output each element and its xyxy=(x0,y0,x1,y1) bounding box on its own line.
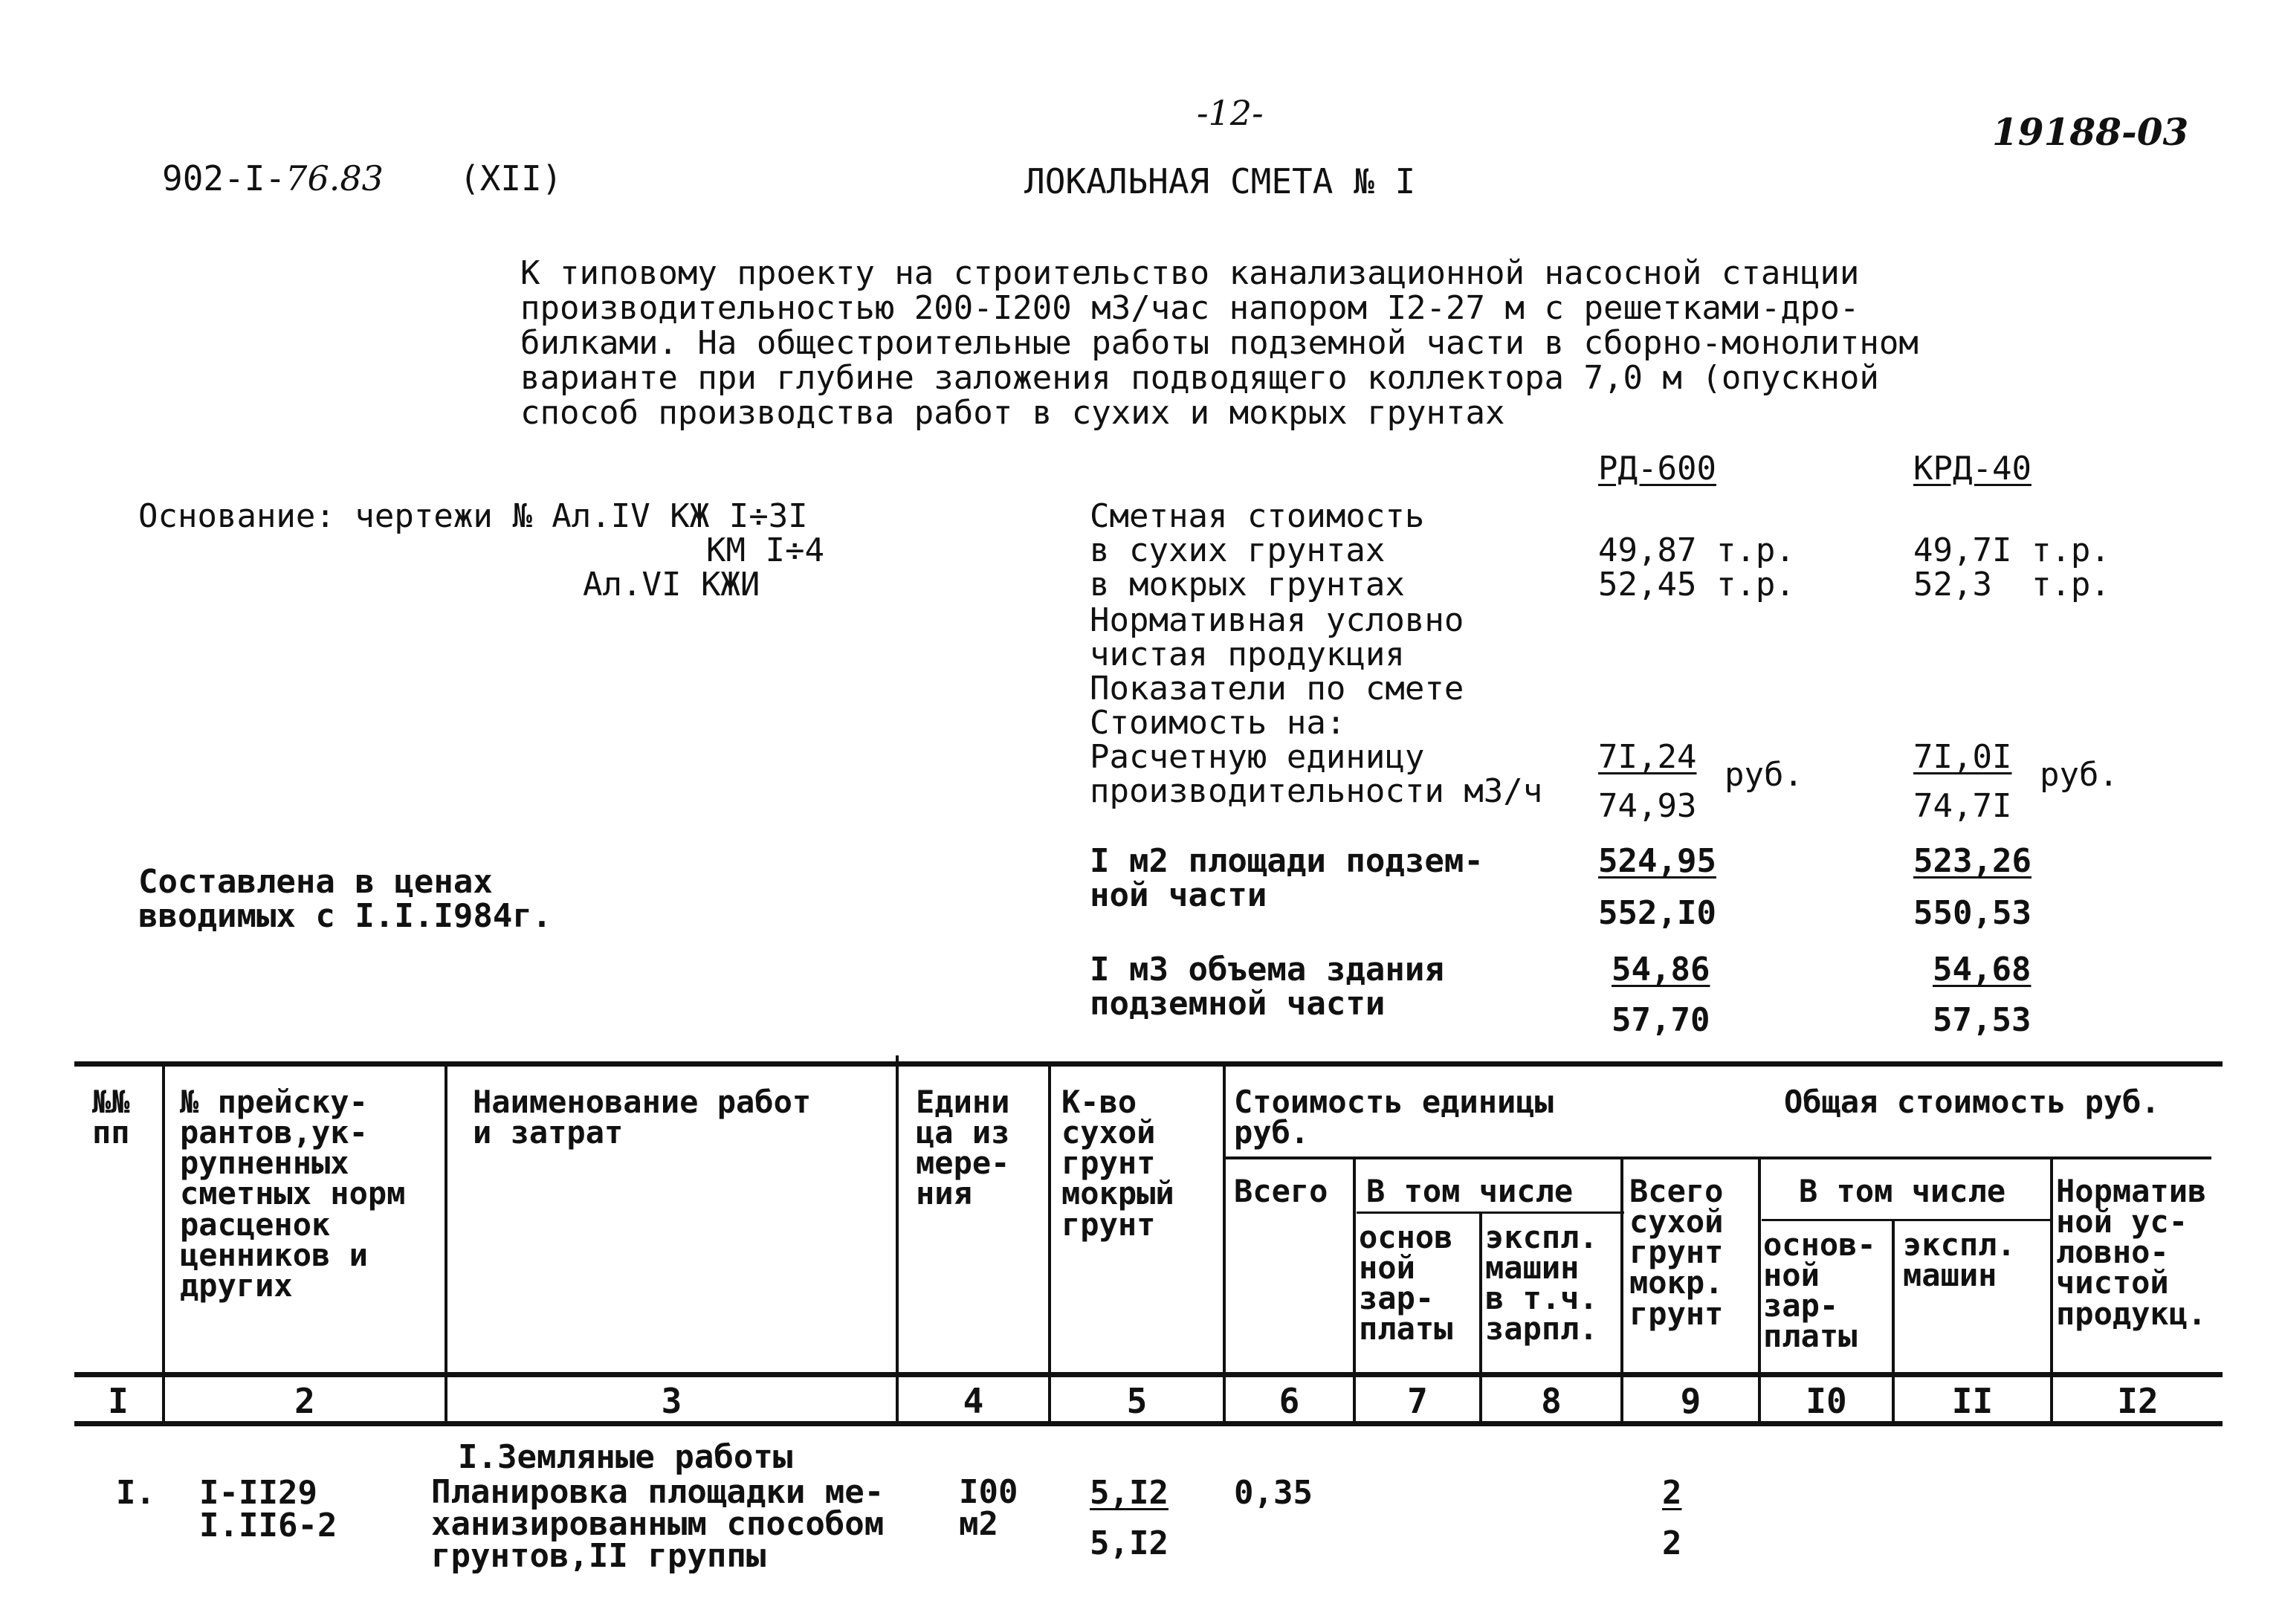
volume-cost-a-bottom: 57,70 xyxy=(1612,1001,1710,1039)
description-line: способ производства работ в сухих и мокрых грунтах xyxy=(520,394,1505,432)
indicators-label: Показатели по смете xyxy=(1090,670,1464,708)
area-cost-a-top: 524,95 xyxy=(1598,842,1716,880)
header-unit-total: Всего xyxy=(1234,1173,1328,1209)
volume-cost-b-bottom: 57,53 xyxy=(1933,1001,2032,1039)
column-number: 9 xyxy=(1680,1381,1701,1421)
area-cost-b-top: 523,26 xyxy=(1913,842,2032,880)
estimated-cost-label: Сметная стоимость xyxy=(1090,497,1425,535)
header-price-list: № прейску- рантов,ук- рупненных сметных норм расценок ценников и других xyxy=(180,1084,406,1304)
unit-cost-a-bottom: 74,93 xyxy=(1598,787,1697,825)
wet-cost-a: 52,45 т.р. xyxy=(1598,566,1795,604)
cost-for-label: Стоимость на: xyxy=(1090,704,1346,742)
normative-label-2: чистая продукция xyxy=(1090,635,1405,673)
unit-label-1: Расчетную единицу xyxy=(1090,738,1425,776)
header-unit-machines: экспл. машин в т.ч. зарпл. xyxy=(1485,1219,1598,1348)
volume-label-1: I м3 объема здания xyxy=(1090,951,1444,989)
column-number: I xyxy=(108,1381,129,1421)
row-unit-total: 0,35 xyxy=(1234,1474,1313,1512)
unit-cost-b-bottom: 74,7I xyxy=(1913,787,2012,825)
col-divider xyxy=(445,1064,447,1424)
header-normative-product: Норматив ной ус- ловно- чистой продукц. xyxy=(2056,1173,2207,1332)
row-number: I. xyxy=(116,1474,155,1512)
row-qty-dry: 5,I2 xyxy=(1090,1474,1169,1512)
volume-label-2: подземной части xyxy=(1090,985,1386,1023)
wet-cost-b: 52,3 т.р. xyxy=(1913,566,2110,604)
volume-cost-a-top: 54,86 xyxy=(1612,951,1710,989)
header-unit-cost: Стоимость единицы руб. xyxy=(1234,1084,1554,1151)
basis-label: Основание: чертежи № Ал.IV КЖ I÷3I xyxy=(138,497,808,535)
section-title: I.Земляные работы xyxy=(458,1438,793,1476)
row-work-name: Планировка площадки ме- ханизированным способом грунтов,II группы xyxy=(431,1473,885,1576)
header-bottom-rule xyxy=(74,1372,2223,1377)
dry-cost-b: 49,7I т.р. xyxy=(1913,531,2110,569)
column-number: 2 xyxy=(294,1381,315,1421)
col-divider xyxy=(162,1064,165,1424)
rub-label-a: руб. xyxy=(1725,756,1803,794)
header-row-number: №№ пп xyxy=(92,1084,130,1151)
basis-line-2: КМ I÷4 xyxy=(706,531,824,569)
header-work-name: Наименование работ и затрат xyxy=(473,1084,812,1151)
dry-soil-label: в сухих грунтах xyxy=(1090,531,1386,569)
basis-line-3: Ал.VI КЖИ xyxy=(583,566,760,604)
header-quantity: К-во сухой грунт мокрый грунт xyxy=(1061,1084,1174,1243)
project-handwritten: 76.83 xyxy=(285,158,384,198)
rub-label-b: руб. xyxy=(2040,756,2118,794)
description-line: билками. На общестроительные работы подземной части в сборно-монолитном xyxy=(520,324,1919,362)
project-number xyxy=(162,158,384,198)
unit-cost-a-top: 7I,24 xyxy=(1598,738,1697,776)
col-divider xyxy=(1048,1064,1051,1424)
prices-line-1: Составлена в ценах xyxy=(138,863,493,901)
row-total-wet: 2 xyxy=(1662,1524,1682,1562)
column-numbers-rule xyxy=(74,1421,2223,1426)
cost-group-rule xyxy=(1223,1156,2211,1159)
header-total-all: Всего сухой грунт мокр. грунт xyxy=(1629,1173,1724,1332)
column-number: I0 xyxy=(1806,1381,1847,1421)
area-cost-b-bottom: 550,53 xyxy=(1913,894,2032,932)
header-total-machines: экспл. машин xyxy=(1903,1226,2016,1294)
column-number: 4 xyxy=(963,1381,984,1421)
column-number: 6 xyxy=(1279,1381,1300,1421)
incl-a-rule xyxy=(1357,1211,1624,1214)
header-total-wages: основ- ной зар- платы xyxy=(1763,1226,1876,1355)
row-code-2: I.II6-2 xyxy=(199,1507,337,1544)
row-unit: I00 м2 xyxy=(959,1473,1018,1544)
col-divider xyxy=(896,1055,899,1424)
header-total-cost: Общая стоимость руб. xyxy=(1784,1084,2160,1120)
page-title: ЛОКАЛЬНАЯ СМЕТА № I xyxy=(1024,161,1416,201)
area-label-1: I м2 площади подзем- xyxy=(1090,842,1484,880)
normative-label: Нормативная условно xyxy=(1090,601,1464,639)
header-unit: Едини ца из мере- ния xyxy=(916,1084,1010,1212)
header-unit-wages: основ ной зар- платы xyxy=(1359,1219,1453,1348)
header-including-b: В том числе xyxy=(1799,1173,2006,1209)
column-number: 5 xyxy=(1126,1381,1148,1421)
area-label-2: ной части xyxy=(1090,876,1267,914)
description-line: варианте при глубине заложения подводящего коллектора 7,0 м (опускной xyxy=(520,359,1879,397)
description-line: производительностью 200-I200 м3/час напором I2-27 м с решетками-дро- xyxy=(520,289,1860,327)
dry-cost-a: 49,87 т.р. xyxy=(1598,531,1795,569)
document-code: 19188-03 xyxy=(1992,110,2189,154)
wet-soil-label: в мокрых грунтах xyxy=(1090,566,1405,604)
col-b-header: КРД-40 xyxy=(1913,450,2032,488)
table-top-rule xyxy=(74,1061,2223,1067)
incl-b-rule xyxy=(1762,1219,2052,1221)
header-including-a: В том числе xyxy=(1366,1173,1574,1209)
volume-cost-b-top: 54,68 xyxy=(1933,951,2032,989)
page-number: -12- xyxy=(1197,93,1264,133)
column-number: II xyxy=(1951,1381,1994,1421)
row-code-1: I-II29 xyxy=(199,1474,317,1512)
column-number: 3 xyxy=(661,1381,682,1421)
col-a-header: РД-600 xyxy=(1598,450,1716,488)
row-total-dry: 2 xyxy=(1662,1474,1682,1512)
row-qty-wet: 5,I2 xyxy=(1090,1524,1169,1562)
col-divider xyxy=(1223,1064,1226,1424)
unit-label-2: производительности м3/ч xyxy=(1090,772,1543,810)
area-cost-a-bottom: 552,I0 xyxy=(1598,894,1716,932)
column-number: 8 xyxy=(1541,1381,1562,1421)
section-code: (XII) xyxy=(459,158,563,198)
description-line: К типовому проекту на строительство канализационной насосной станции xyxy=(520,254,1860,292)
column-number: I2 xyxy=(2117,1381,2159,1421)
unit-cost-b-top: 7I,0I xyxy=(1913,738,2012,776)
project-prefix: 902-I- xyxy=(162,158,286,198)
prices-line-2: вводимых с I.I.I984г. xyxy=(138,897,552,935)
column-number: 7 xyxy=(1407,1381,1428,1421)
